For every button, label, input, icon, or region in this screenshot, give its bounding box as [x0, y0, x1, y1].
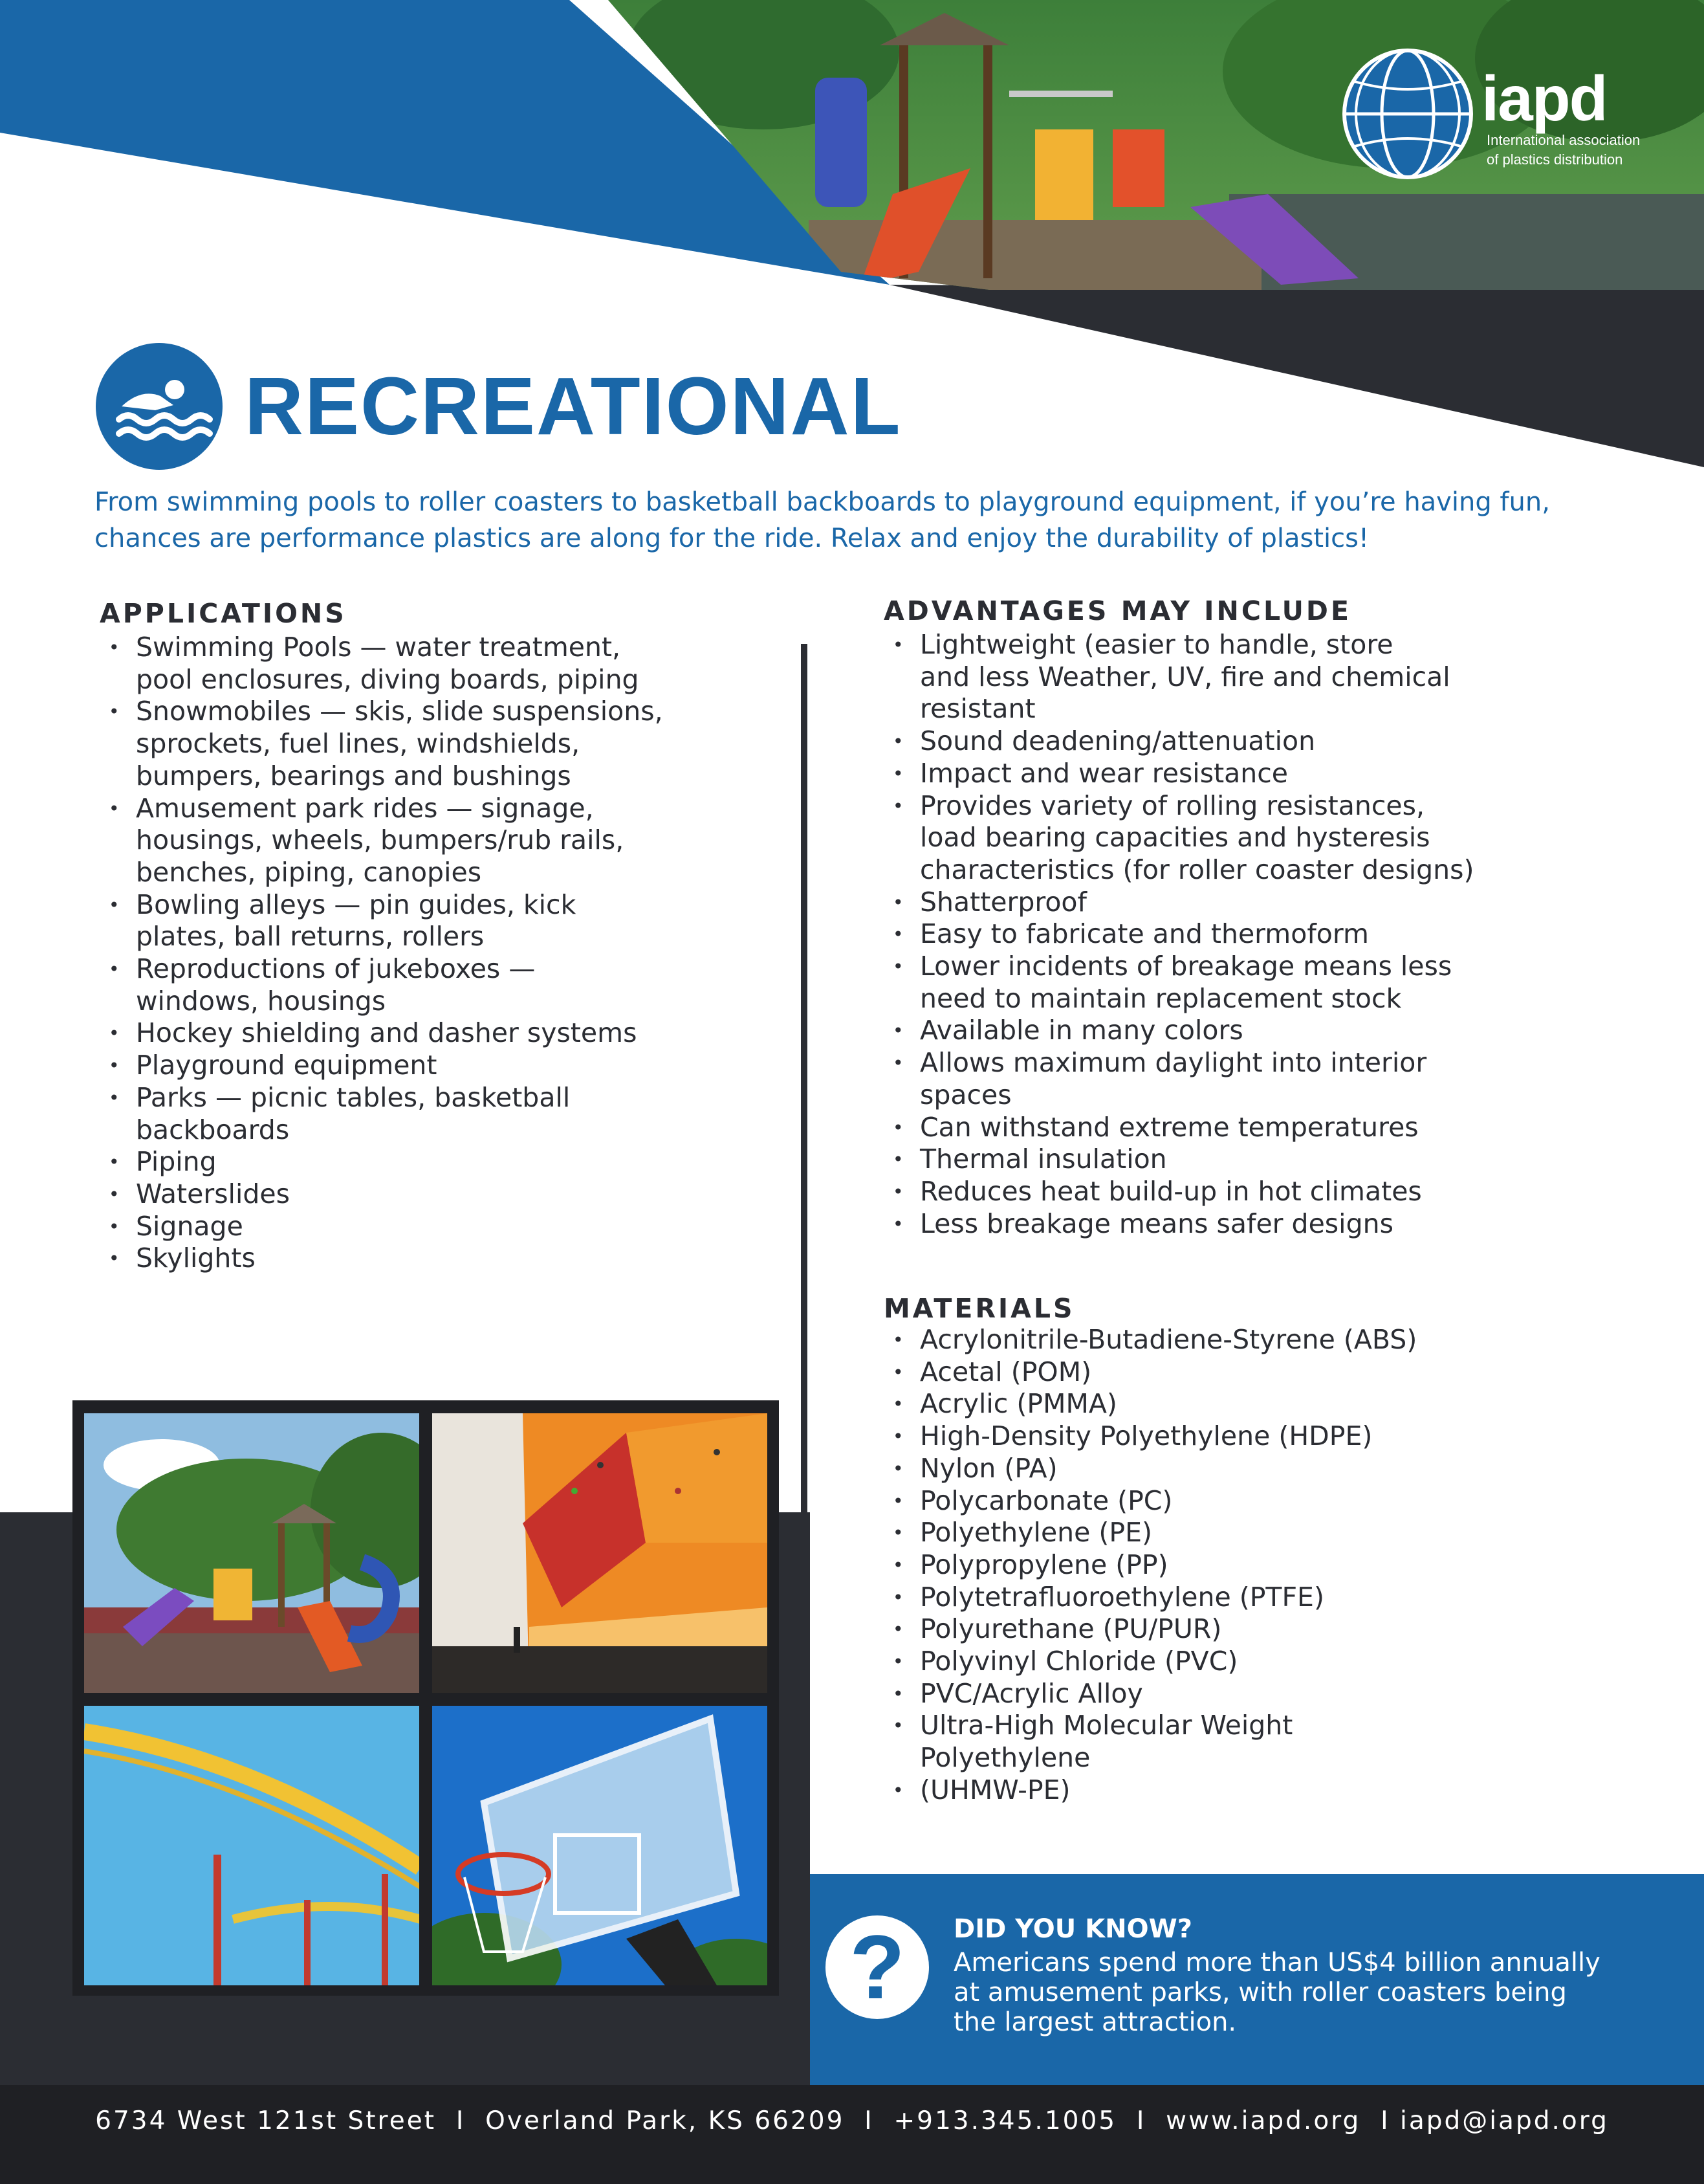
applications-item: [100, 632, 785, 696]
materials-item-line: • Polyvinyl Chloride (PVC): [920, 1646, 1238, 1677]
applications-item-line: • Skylights: [136, 1242, 256, 1274]
swimmer-icon: [96, 343, 223, 470]
materials-item: [884, 1582, 1660, 1614]
materials-item-line: • Polytetrafluoroethylene (PTFE): [920, 1581, 1324, 1613]
applications-item-line: • Signage: [136, 1210, 243, 1242]
applications-item: [100, 1211, 785, 1243]
page-title: RECREATIONAL: [245, 360, 902, 452]
climbing-wall-thumbnail: [432, 1413, 767, 1693]
applications-item-line: benches, piping, canopies: [136, 856, 482, 888]
materials-item-line: • Polypropylene (PP): [920, 1549, 1168, 1580]
materials-item: [884, 1678, 1660, 1710]
advantages-item: [884, 918, 1660, 951]
applications-item: [100, 1146, 785, 1178]
advantages-item-line: • Less breakage means safer designs: [920, 1208, 1393, 1239]
materials-item: [884, 1613, 1660, 1646]
logo-wordmark[interactable]: iapd: [1481, 63, 1607, 134]
applications-item-line: • Playground equipment: [136, 1050, 437, 1081]
applications-heading: APPLICATIONS: [100, 598, 347, 629]
materials-item-line: • Nylon (PA): [920, 1452, 1058, 1484]
advantages-item-line: • Sound deadening/attenuation: [920, 725, 1316, 757]
materials-item: [884, 1388, 1660, 1420]
applications-item-line: bumpers, bearings and bushings: [136, 760, 571, 791]
did-you-know-text: Americans spend more than US$4 billion annually at amusement parks, with roller coasters being the largest attraction.: [954, 1948, 1600, 2037]
materials-item: [884, 1356, 1660, 1389]
advantages-item-line: • Thermal insulation: [920, 1143, 1167, 1175]
applications-item-line: • Reproductions of jukeboxes —: [136, 953, 536, 985]
applications-item-line: • Swimming Pools — water treatment,: [136, 632, 621, 663]
materials-item-line: • Acrylonitrile-Butadiene-Styrene (ABS): [920, 1324, 1417, 1355]
advantages-item: [884, 1176, 1660, 1208]
applications-item-line: backboards: [136, 1114, 290, 1145]
advantages-list: [884, 629, 1660, 1240]
applications-item-line: • Hockey shielding and dasher systems: [136, 1017, 637, 1049]
advantages-heading: ADVANTAGES MAY INCLUDE: [884, 595, 1351, 626]
column-divider: [801, 644, 807, 1517]
advantages-item-line: • Can withstand extreme temperatures: [920, 1111, 1419, 1143]
applications-item-line: • Amusement park rides — signage,: [136, 792, 594, 824]
applications-item-line: windows, housings: [136, 985, 386, 1017]
materials-item: [884, 1453, 1660, 1485]
advantages-item: [884, 790, 1660, 887]
materials-item-line: • Polyurethane (PU/PUR): [920, 1613, 1222, 1645]
materials-item: [884, 1420, 1660, 1453]
applications-item-line: • Snowmobiles — skis, slide suspensions,: [136, 696, 663, 727]
advantages-item-line: spaces: [920, 1079, 1012, 1110]
materials-item-line: • Acrylic (PMMA): [920, 1388, 1117, 1420]
advantages-item-line: • Provides variety of rolling resistances,: [920, 789, 1425, 821]
materials-list: [884, 1324, 1660, 1807]
materials-item: [884, 1324, 1660, 1356]
materials-item-line: • Polycarbonate (PC): [920, 1484, 1173, 1516]
advantages-item: [884, 758, 1660, 790]
advantages-item-line: • Available in many colors: [920, 1015, 1243, 1046]
applications-item: [100, 953, 785, 1017]
advantages-item-line: • Allows maximum daylight into interior: [920, 1047, 1427, 1079]
materials-item-line: • Ultra-High Molecular Weight: [920, 1710, 1293, 1741]
advantages-item-line: resistant: [920, 693, 1036, 725]
advantages-item: [884, 1143, 1660, 1176]
advantages-item-line: characteristics (for roller coaster designs): [920, 854, 1474, 885]
advantages-item-line: • Lightweight (easier to handle, store: [920, 629, 1393, 660]
materials-item-line: • Polyethylene (PE): [920, 1517, 1153, 1549]
applications-item-line: plates, ball returns, rollers: [136, 921, 485, 953]
applications-item-line: • Bowling alleys — pin guides, kick: [136, 888, 576, 920]
materials-item: [884, 1485, 1660, 1517]
advantages-item: [884, 1015, 1660, 1047]
applications-item: [100, 889, 785, 953]
materials-item: [884, 1774, 1660, 1807]
roller-coaster-thumbnail: [84, 1706, 419, 1985]
advantages-item-line: load bearing capacities and hysteresis: [920, 822, 1430, 854]
advantages-item: [884, 725, 1660, 758]
advantages-item-line: • Easy to fabricate and thermoform: [920, 918, 1369, 950]
advantages-item-line: • Reduces heat build-up in hot climates: [920, 1175, 1422, 1207]
globe-logo-icon: [1344, 50, 1471, 177]
advantages-item-line: need to maintain replacement stock: [920, 982, 1402, 1014]
materials-item: [884, 1646, 1660, 1678]
advantages-item-line: • Lower incidents of breakage means less: [920, 951, 1452, 982]
applications-item: [100, 1050, 785, 1082]
materials-item: [884, 1517, 1660, 1549]
materials-item: [884, 1710, 1660, 1774]
applications-item: [100, 1082, 785, 1146]
applications-item: [100, 793, 785, 889]
applications-item: [100, 1178, 785, 1211]
advantages-item: [884, 1047, 1660, 1111]
materials-item: [884, 1549, 1660, 1582]
advantages-item: [884, 951, 1660, 1015]
dark-banner-shape: [890, 285, 1704, 467]
applications-item: [100, 696, 785, 792]
basketball-hoop-thumbnail: [432, 1706, 767, 1985]
materials-item-line: • High-Density Polyethylene (HDPE): [920, 1420, 1373, 1452]
materials-item-line: Polyethylene: [920, 1742, 1091, 1774]
materials-item-line: • PVC/Acrylic Alloy: [920, 1677, 1143, 1709]
did-you-know-heading: DID YOU KNOW?: [954, 1914, 1192, 1944]
advantages-item: [884, 1208, 1660, 1241]
advantages-item: [884, 887, 1660, 919]
playground-thumbnail: [84, 1413, 419, 1693]
advantages-item-line: and less Weather, UV, fire and chemical: [920, 661, 1450, 692]
applications-list: [100, 632, 785, 1275]
advantages-item: [884, 629, 1660, 725]
logo-tagline: International association of plastics distribution: [1487, 132, 1641, 168]
intro-paragraph: From swimming pools to roller coasters to basketball backboards to playground equipment, if you’re having fun, chances are performance plastics are along for the ride. Relax and enjoy the durability of plastics!: [94, 487, 1550, 553]
applications-item-line: • Piping: [136, 1146, 217, 1178]
advantages-item-line: • Impact and wear resistance: [920, 757, 1289, 789]
materials-item-line: • (UHMW-PE): [920, 1774, 1071, 1805]
applications-item: [100, 1017, 785, 1050]
advantages-item: [884, 1112, 1660, 1144]
materials-item-line: • Acetal (POM): [920, 1356, 1092, 1387]
applications-item-line: • Parks — picnic tables, basketball: [136, 1081, 571, 1113]
question-mark-icon: ?: [849, 1916, 905, 2018]
advantages-item-line: • Shatterproof: [920, 886, 1087, 918]
applications-item-line: housings, wheels, bumpers/rub rails,: [136, 824, 624, 856]
footer-contact[interactable]: 6734 West 121st Street I Overland Park, KS 66209 I +913.345.1005 I www.iapd.org I iapd@iapd.org: [95, 2106, 1609, 2135]
applications-item-line: pool enclosures, diving boards, piping: [136, 663, 639, 695]
applications-item: [100, 1242, 785, 1275]
applications-item-line: • Waterslides: [136, 1178, 290, 1209]
applications-item-line: sprockets, fuel lines, windshields,: [136, 728, 580, 760]
materials-heading: MATERIALS: [884, 1293, 1075, 1324]
